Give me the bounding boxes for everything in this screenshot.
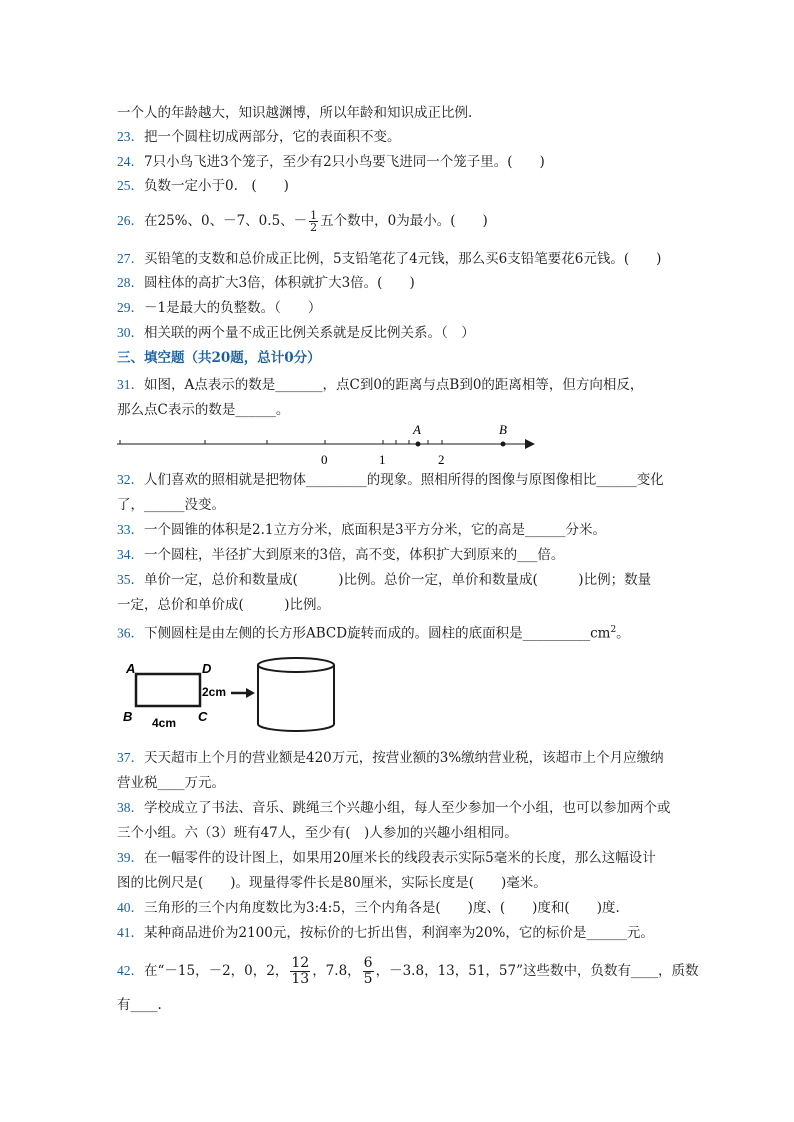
question-24: 24．7只小鸟飞进3个笼子，至少有2只小鸟要飞进同一个笼子里。( ): [117, 154, 545, 170]
question-39: 39．在一幅零件的设计图上，如果用20厘米长的线段表示实际5毫米的长度，那么这幅设计: [117, 850, 656, 866]
question-38-cont: 三个小组。六（3）班有47人，至少有( )人参加的兴趣小组相同。: [117, 825, 518, 841]
point-label-a: A: [413, 422, 421, 437]
vertex-a: A: [126, 661, 136, 676]
question-35: 35．单价一定，总价和数量成( )比例。总价一定，单价和数量成( )比例；数量: [117, 572, 652, 588]
question-34: 34．一个圆柱，半径扩大到原来的3倍，高不变，体积扩大到原来的___倍。: [117, 547, 565, 563]
question-31: 31．如图，A点表示的数是_______，点C到0的距离与点B到0的距离相等，但方向相反，: [117, 377, 644, 393]
fraction-six-fifths: $\frac{6}{5}$: [363, 955, 373, 987]
question-42: 42．在“－15，－2，0，2， $\frac{12}{13}$ ，7.8， $\frac{6}{5}$ ，－3.8，13，51，57”这些数中，负数有____，质数: [117, 955, 699, 987]
number-line: [115, 420, 535, 470]
question-38: 38．学校成立了书法、音乐、跳绳三个兴趣小组，每人至少参加一个小组，也可以参加两个或: [117, 800, 671, 816]
rectangle-cylinder-figure: [118, 656, 358, 736]
section-heading-fill-blank: 三、填空题（共20题，总计0分）: [117, 350, 321, 366]
question-31-cont: 那么点C表示的数是______。: [117, 402, 290, 418]
question-22-tail: 一个人的年龄越大，知识越渊博，所以年龄和知识成正比例.: [117, 105, 473, 121]
question-23: 23．把一个圆柱切成两部分，它的表面积不变。: [117, 129, 401, 145]
arrow-right-icon: [246, 688, 255, 698]
question-37: 37．天天超市上个月的营业额是420万元，按营业额的3%缴纳营业税，该超市上个月应缴纳: [117, 750, 664, 766]
point-label-b: B: [499, 422, 507, 437]
question-37-cont: 营业税____万元。: [117, 775, 225, 791]
question-27: 27．买铅笔的支数和总价成正比例，5支铅笔花了4元钱，那么买6支铅笔要花6元钱。( ): [117, 251, 662, 267]
question-32-cont: 了，______没变。: [117, 497, 225, 513]
question-40: 40．三角形的三个内角度数比为3:4:5，三个内角各是( )度、( )度和( )度.: [117, 900, 620, 916]
question-32: 32．人们喜欢的照相就是把物体_________的现象。照相所得的图像与原图像相比______变化: [117, 472, 664, 488]
question-42-cont: 有____.: [117, 997, 162, 1013]
fraction-one-half: $\frac{1}{2}$: [310, 209, 318, 234]
vertex-c: C: [198, 709, 208, 724]
question-25: 25．负数一定小于0. ( ): [117, 178, 289, 194]
width-label: 4cm: [152, 716, 177, 730]
vertex-b: B: [123, 709, 133, 724]
question-26: 26．在25%、0、－7、0.5、－ $\frac{1}{2}$ 五个数中，0为最小。( ): [117, 209, 488, 234]
tick-label-1: 1: [379, 452, 386, 467]
question-39-cont: 图的比例尺是( )。现量得零件长是80厘米，实际长度是( )毫米。: [117, 875, 547, 891]
question-41: 41．某种商品进价为2100元，按标价的七折出售，利润率为20%，它的标价是______元。: [117, 925, 654, 941]
question-33: 33．一个圆锥的体积是2.1立方分米，底面积是3平方分米，它的高是______分米。: [117, 522, 607, 538]
point-a: [416, 442, 421, 447]
tick-label-0: 0: [321, 452, 328, 467]
tick-label-2: 2: [438, 452, 445, 467]
question-35-cont: 一定，总价和单价成( )比例。: [117, 597, 331, 613]
question-30: 30．相关联的两个量不成正比例关系就是反比例关系。（ ）: [117, 325, 475, 341]
point-b: [501, 442, 506, 447]
question-36: 36．下侧圆柱是由左侧的长方形ABCD旋转而成的。圆柱的底面积是$\_\_\_\_\_\_\_\_\_\_cm^2$。: [117, 625, 630, 642]
question-29: 29．－1是最大的负整数。（ ）: [117, 300, 322, 316]
vertex-d: D: [202, 661, 212, 676]
fraction-twelve-thirteenths: $\frac{12}{13}$: [291, 955, 310, 987]
height-label: 2cm: [202, 685, 227, 699]
question-28: 28．圆柱体的高扩大3倍，体积就扩大3倍。( ): [117, 275, 415, 291]
